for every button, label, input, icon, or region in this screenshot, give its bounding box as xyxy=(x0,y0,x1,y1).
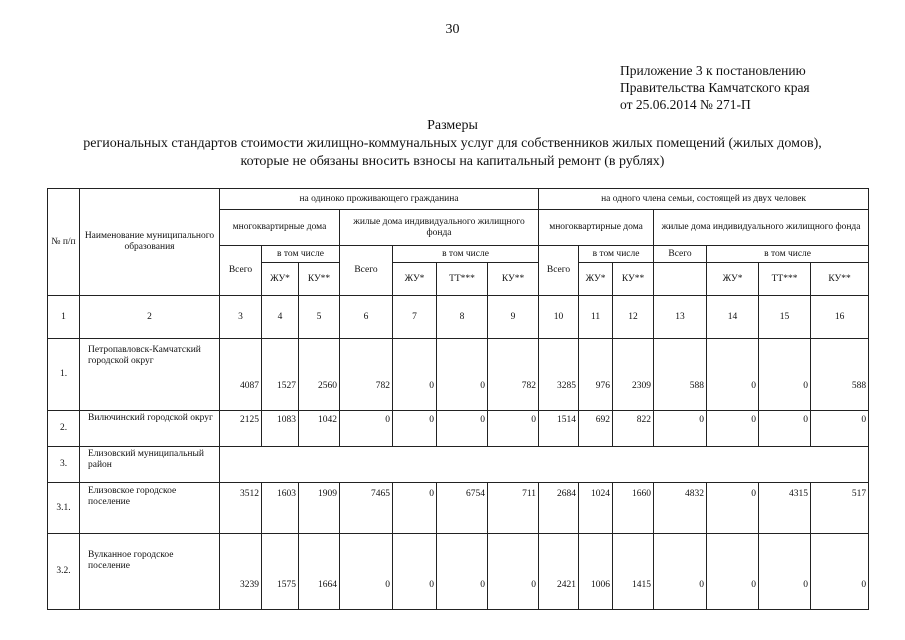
page-number: 30 xyxy=(445,22,460,37)
standards-table xyxy=(47,188,869,610)
header-family: на одного члена семьи, состоящей из двух человек xyxy=(539,189,869,210)
cell-value: 0 xyxy=(707,411,759,447)
column-number: 10 xyxy=(539,296,579,339)
header-tt: ТТ*** xyxy=(759,263,811,296)
column-number: 13 xyxy=(654,296,707,339)
cell-value: 0 xyxy=(759,411,811,447)
table-row xyxy=(48,483,869,534)
header-num: № п/п xyxy=(48,189,80,296)
cell-value: 0 xyxy=(654,411,707,447)
header-ku: КУ** xyxy=(613,263,654,296)
column-number: 2 xyxy=(80,296,220,339)
column-number: 16 xyxy=(811,296,869,339)
cell-value: 588 xyxy=(654,339,707,411)
cell-value: 822 xyxy=(613,411,654,447)
column-number: 15 xyxy=(759,296,811,339)
cell-value: 0 xyxy=(393,339,437,411)
empty-group-cell xyxy=(220,447,869,483)
table-row xyxy=(48,339,869,411)
cell-value: 0 xyxy=(488,534,539,610)
cell-value: 4315 xyxy=(759,483,811,534)
header-zhu: ЖУ* xyxy=(393,263,437,296)
cell-value: 1415 xyxy=(613,534,654,610)
cell-value: 4087 xyxy=(220,339,262,411)
cell-value: 0 xyxy=(393,534,437,610)
cell-value: 0 xyxy=(759,339,811,411)
header-tt: ТТ*** xyxy=(437,263,488,296)
cell-value: 1083 xyxy=(262,411,299,447)
cell-value: 3512 xyxy=(220,483,262,534)
header-zhu: ЖУ* xyxy=(707,263,759,296)
cell-value: 1603 xyxy=(262,483,299,534)
title-line: Размеры xyxy=(427,118,478,133)
header-single: на одиноко проживающего гражданина xyxy=(220,189,539,210)
header-ku: КУ** xyxy=(488,263,539,296)
cell-value: 1006 xyxy=(579,534,613,610)
cell-value: 692 xyxy=(579,411,613,447)
cell-value: 0 xyxy=(340,534,393,610)
cell-value: 1575 xyxy=(262,534,299,610)
column-number: 14 xyxy=(707,296,759,339)
row-number: 3.1. xyxy=(48,483,80,534)
cell-value: 1664 xyxy=(299,534,340,610)
header-total: Всего xyxy=(539,246,579,296)
row-name: Вулканное городское поселение xyxy=(80,534,220,610)
cell-value: 0 xyxy=(707,339,759,411)
cell-value: 0 xyxy=(437,534,488,610)
table-row xyxy=(48,534,869,610)
cell-value: 2560 xyxy=(299,339,340,411)
appendix-line: Приложение 3 к постановлению xyxy=(620,63,806,78)
column-number: 11 xyxy=(579,296,613,339)
appendix-line: от 25.06.2014 № 271-П xyxy=(620,97,751,112)
cell-value: 4832 xyxy=(654,483,707,534)
header-individual: жилые дома индивидуального жилищного фонда xyxy=(654,210,869,246)
column-number: 12 xyxy=(613,296,654,339)
cell-value: 711 xyxy=(488,483,539,534)
cell-value: 782 xyxy=(488,339,539,411)
header-total: Всего xyxy=(654,246,707,263)
row-number: 3. xyxy=(48,447,80,483)
row-name: Вилючинский городской округ xyxy=(80,411,220,447)
column-number: 7 xyxy=(393,296,437,339)
column-number: 6 xyxy=(340,296,393,339)
header-including: в том числе xyxy=(579,246,654,263)
header-total: Всего xyxy=(340,246,393,296)
cell-value: 0 xyxy=(340,411,393,447)
cell-value: 3239 xyxy=(220,534,262,610)
title-line: которые не обязаны вносить взносы на капитальный ремонт (в рублях) xyxy=(240,154,665,169)
header-empty xyxy=(654,263,707,296)
cell-value: 0 xyxy=(437,339,488,411)
cell-value: 0 xyxy=(488,411,539,447)
cell-value: 1042 xyxy=(299,411,340,447)
row-name: Елизовский муниципальный район xyxy=(80,447,220,483)
cell-value: 782 xyxy=(340,339,393,411)
cell-value: 7465 xyxy=(340,483,393,534)
cell-value: 3285 xyxy=(539,339,579,411)
cell-value: 2421 xyxy=(539,534,579,610)
column-number: 3 xyxy=(220,296,262,339)
header-individual: жилые дома индивидуального жилищного фонда xyxy=(340,210,539,246)
cell-value: 6754 xyxy=(437,483,488,534)
cell-value: 2309 xyxy=(613,339,654,411)
cell-value: 0 xyxy=(654,534,707,610)
cell-value: 1024 xyxy=(579,483,613,534)
cell-value: 0 xyxy=(437,411,488,447)
cell-value: 0 xyxy=(707,534,759,610)
column-number: 9 xyxy=(488,296,539,339)
column-number: 8 xyxy=(437,296,488,339)
header-total: Всего xyxy=(220,246,262,296)
header-zhu: ЖУ* xyxy=(262,263,299,296)
cell-value: 0 xyxy=(707,483,759,534)
cell-value: 0 xyxy=(811,534,869,610)
cell-value: 1514 xyxy=(539,411,579,447)
cell-value: 0 xyxy=(393,483,437,534)
cell-value: 1660 xyxy=(613,483,654,534)
row-number: 2. xyxy=(48,411,80,447)
cell-value: 517 xyxy=(811,483,869,534)
column-number: 1 xyxy=(48,296,80,339)
row-name: Елизовское городское поселение xyxy=(80,483,220,534)
header-zhu: ЖУ* xyxy=(579,263,613,296)
header-including: в том числе xyxy=(707,246,869,263)
header-including: в том числе xyxy=(262,246,340,263)
header-apartment: многоквартирные дома xyxy=(220,210,340,246)
row-number: 1. xyxy=(48,339,80,411)
title-line: региональных стандартов стоимости жилищно-коммунальных услуг для собственников жилых помещений (жилых домов), xyxy=(83,136,822,151)
table-row xyxy=(48,447,869,483)
header-ku: КУ** xyxy=(811,263,869,296)
cell-value: 1527 xyxy=(262,339,299,411)
column-number: 5 xyxy=(299,296,340,339)
cell-value: 1909 xyxy=(299,483,340,534)
document-title xyxy=(0,117,905,171)
cell-value: 0 xyxy=(393,411,437,447)
appendix-note xyxy=(620,62,810,113)
cell-value: 588 xyxy=(811,339,869,411)
cell-value: 976 xyxy=(579,339,613,411)
row-name: Петропавловск-Камчатский городской округ xyxy=(80,339,220,411)
cell-value: 2684 xyxy=(539,483,579,534)
row-number: 3.2. xyxy=(48,534,80,610)
column-number-row xyxy=(48,296,869,339)
header-including: в том числе xyxy=(393,246,539,263)
cell-value: 0 xyxy=(759,534,811,610)
table-row xyxy=(48,411,869,447)
appendix-line: Правительства Камчатского края xyxy=(620,80,810,95)
header-ku: КУ** xyxy=(299,263,340,296)
cell-value: 2125 xyxy=(220,411,262,447)
header-name: Наименование муниципального образования xyxy=(80,189,220,296)
column-number: 4 xyxy=(262,296,299,339)
cell-value: 0 xyxy=(811,411,869,447)
header-apartment: многоквартирные дома xyxy=(539,210,654,246)
